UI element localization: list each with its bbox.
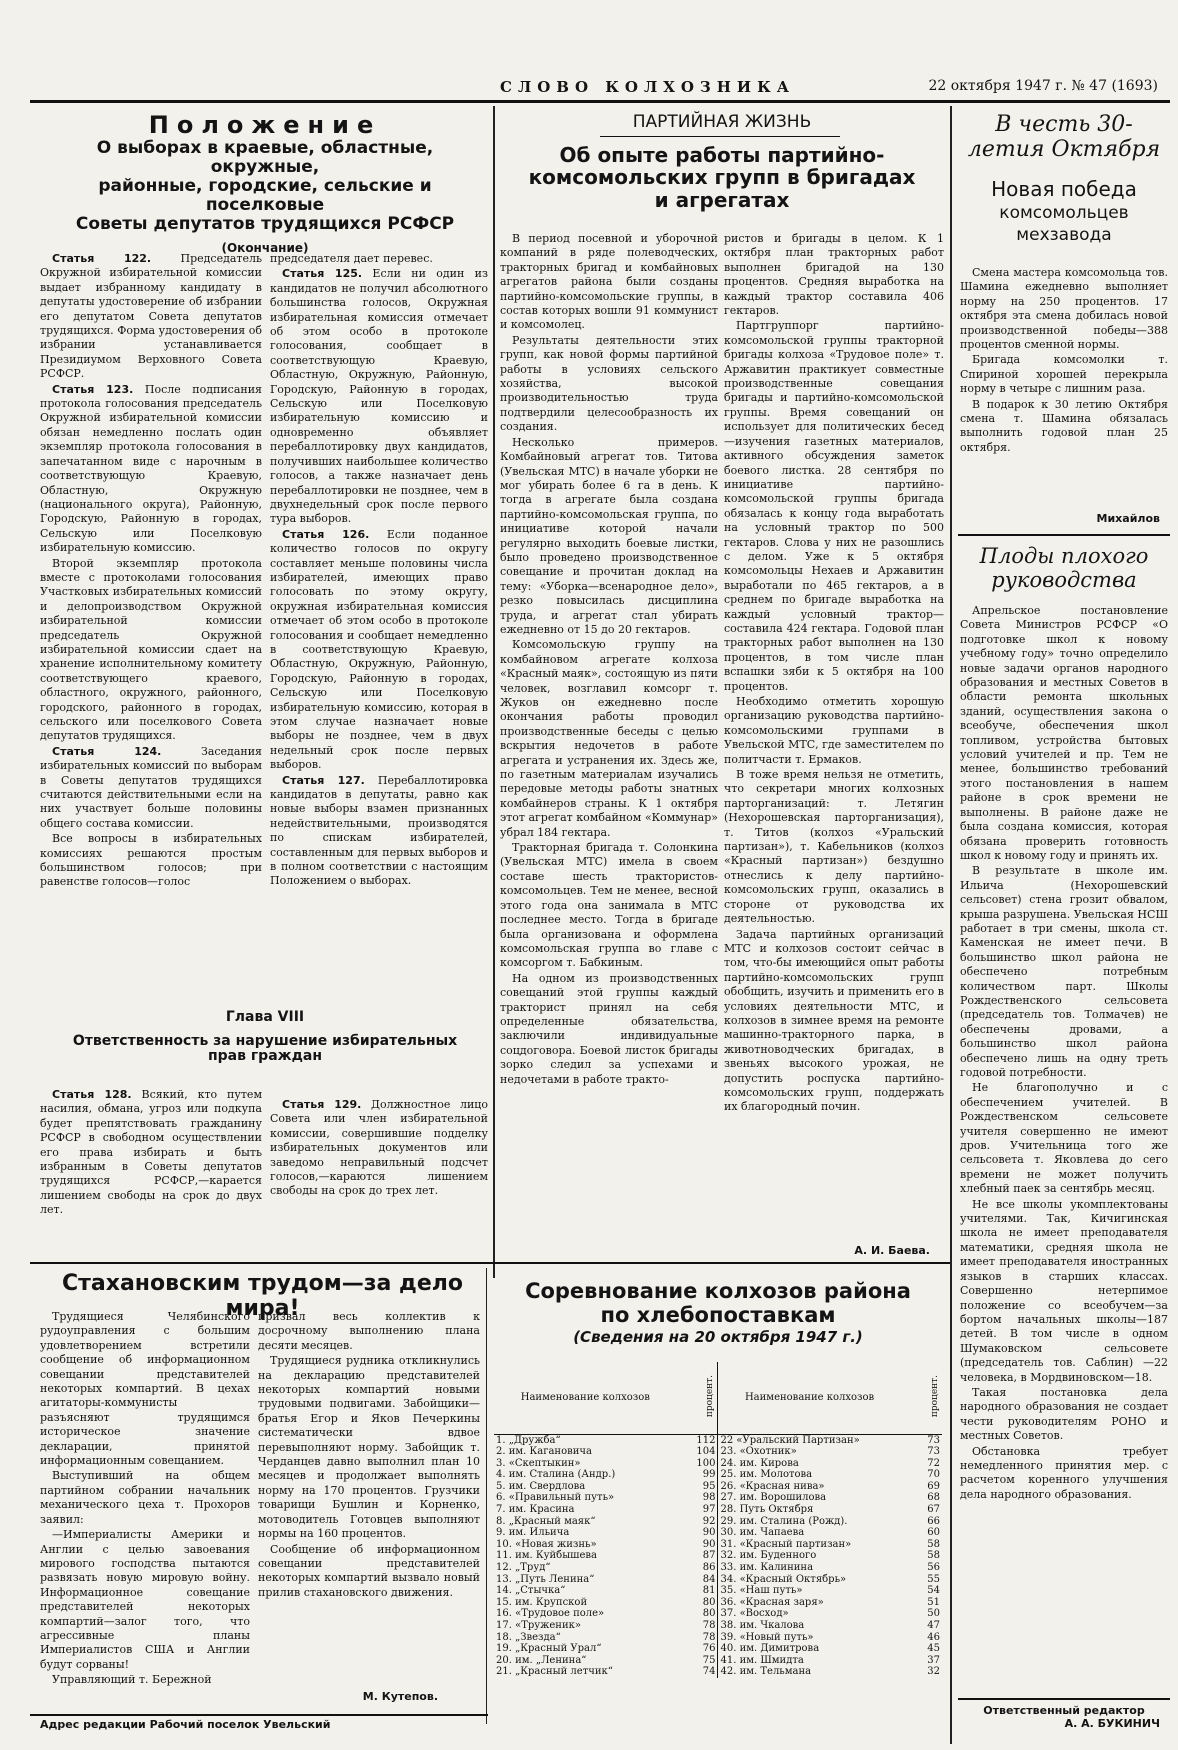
table-row — [494, 1481, 942, 1493]
kolkhoz-name: 35. «Наш путь» — [718, 1585, 901, 1597]
kolkhoz-percent: 80 — [702, 1596, 716, 1608]
kolkhoz-name: 9. им. Ильича — [496, 1527, 570, 1539]
masthead-rule — [30, 100, 1170, 103]
article-paragraph — [270, 528, 488, 773]
stakhanov-paragraph: Выступивший на общем партийном собрании начальник механического цеха т. Прохоров заявил: — [40, 1469, 250, 1526]
col-header-pct-label: процент. — [930, 1375, 940, 1418]
party-title-line: Об опыте работы партийно- — [559, 143, 885, 167]
kolkhoz-name: 17. «Труженик» — [496, 1620, 581, 1631]
article-text: Второй экземпляр протокола вместе с протоколами голосования Участковых избирательных комиссий и делопроизводством Окружной избирательной комиссии председатель Окружной избирательной комиссии сдает на хранение исполнительному комитету соответствующего краевого, областного, окружного, районного, городского, районного в городах, сельского или поселкового Совета депутатов трудящихся. — [40, 556, 262, 743]
article-paragraph — [40, 832, 262, 890]
kolkhoz-name: 7. им. Красина — [496, 1504, 575, 1516]
kolkhoz-name: 3. «Скептыкин» — [496, 1457, 581, 1469]
article-paragraph — [40, 383, 262, 556]
kolkhoz-name: 28. Путь Октября — [718, 1504, 901, 1516]
article-label: Статья 122. — [52, 252, 152, 265]
kolkhoz-name: 31. «Красный партизан» — [718, 1539, 901, 1551]
table-row — [494, 1655, 942, 1667]
table-row — [494, 1539, 942, 1551]
table-row — [494, 1504, 942, 1516]
regulation-title-line: районные, городские, сельские и поселковые — [98, 175, 432, 215]
kolkhoz-percent: 46 — [927, 1631, 940, 1643]
article-text: председателя дает перевес. — [270, 252, 433, 265]
article-paragraph — [40, 557, 262, 744]
kolkhoz-name: 12. „Труд“ — [496, 1562, 551, 1574]
kolkhoz-percent: 67 — [927, 1504, 940, 1516]
regulation-subtitle: (Окончание) — [221, 241, 309, 256]
table-row — [494, 1643, 942, 1655]
stakhanov-paragraph: Трудящиеся рудника откликнулись на декларацию представителей некоторых компартий новыми трудовыми подвигами. Забойщики—братья Егор и Яков Печеркины систематически вдвое перевыполняют норму. Забойщик т. Черданцев давно выполнил план 10 месяцев и продолжает выполнять норму на 170 процентов. Грузчики товарищи Бушлин и Корненко, мотоводитель Готовцев выполняют нормы на 160 процентов. — [258, 1354, 480, 1541]
regulation-title-line: Советы депутатов трудящихся РСФСР — [75, 214, 455, 234]
school-paragraph: Такая постановка дела народного образования не создает чести руководителям РОНО и местных Советов. — [960, 1385, 1168, 1443]
party-title-line: комсомольских групп в бригадах — [528, 165, 916, 190]
kolkhoz-name: 29. им. Сталина (Рожд). — [718, 1516, 901, 1528]
kolkhoz-name: 33. им. Калинина — [718, 1562, 901, 1574]
stakhanov-paragraph: призвал весь коллектив к досрочному выполнению плана десяти месяцев. — [258, 1310, 480, 1352]
party-rubric: ПАРТИЙНАЯ ЖИЗНЬ — [632, 112, 812, 132]
party-paragraph: В тоже время нельзя не отметить, что секретари многих колхозных парторганизаций: т. Летягин (Нехорошевская парторганизация), т. Титов (колхоз «Уральский партизан»), т. Кабельников (колхоз «Красный партизан») бездушно отнеслись к делу партийно-комсомольских групп, оказались в стороне от руководства их деятельностью. — [724, 768, 944, 926]
article-paragraph — [40, 252, 262, 382]
stakhanov-right-column — [258, 1310, 480, 1680]
column-divider — [493, 106, 495, 1278]
table-row — [494, 1632, 942, 1644]
kolkhoz-name: 26. «Красная нива» — [718, 1481, 901, 1493]
kolkhoz-name: 13. „Путь Ленина“ — [496, 1573, 595, 1585]
victory-article — [960, 266, 1168, 506]
kolkhoz-percent: 68 — [927, 1492, 940, 1504]
party-paragraph: На одном из производственных совещаний этой группы каждый тракторист принял на себя определенные обязательства, заключили индивидуальные соцдоговора. Боевой листок бригады зорко следил за успехами и недочетами в работе тракто- — [500, 971, 718, 1086]
kolkhoz-name: 15. им. Крупской — [496, 1596, 588, 1608]
table-row — [494, 1458, 942, 1470]
kolkhoz-percent: 100 — [696, 1457, 716, 1469]
table-row — [494, 1550, 942, 1562]
kolkhoz-name: 1. „Дружба“ — [496, 1434, 561, 1446]
chapter-title-line: прав граждан — [207, 1048, 323, 1065]
stakhanov-paragraph: Трудящиеся Челябинского рудоуправления с большим удовлетворением встретили сообщение об информационном совещании представителей некоторых компартий. В цехах агитаторы-коммунисты разъясняют трудящимся историческое значение декларации, принятой информационным совещанием. — [40, 1310, 250, 1468]
kolkhoz-percent: 51 — [927, 1596, 940, 1608]
table-row — [494, 1585, 942, 1597]
stakhanov-signature: М. Кутепов. — [362, 1690, 438, 1703]
bad-leadership-article — [960, 604, 1168, 1684]
col-header-pct-label: процент. — [705, 1375, 716, 1418]
stakhanov-title: Стахановским трудом—за дело мира! — [62, 1271, 463, 1321]
article-text: Все вопросы в избирательных комиссиях решаются простым большинством голосов; при равенстве голосов—голос — [40, 832, 262, 889]
stakhanov-paragraph: —Империалисты Америки и Англии с целью завоевания мирового господства пытаются развязать новую мировую войну. Информационное совещание представителей некоторых компартий—залог того, что агрессивные планы Империалистов США и Англии будут сорваны! — [40, 1528, 250, 1671]
article-label: Статья 123. — [52, 382, 134, 396]
party-paragraph: ристов и бригады в целом. К 1 октября план тракторных работ выполнен бригадой на 130 процентов. Средняя выработка на каждый трактор составила 406 гектаров. — [724, 232, 944, 318]
kolkhoz-name: 30. им. Чапаева — [718, 1527, 901, 1539]
party-paragraph: Тракторная бригада т. Солонкина (Увельская МТС) имела в своем составе шесть трактористов-комсомольцев. Тем не менее, весной этого года она занимала в МТС последнее место. Тогда в бригаде была организована и оформлена комсомольская группа во главе с комсоргом т. Бабкиным. — [500, 841, 718, 970]
kolkhoz-percent: 112 — [696, 1434, 716, 1446]
table-row — [494, 1492, 942, 1504]
kolkhoz-percent: 97 — [702, 1504, 716, 1516]
kolkhoz-name: 37. «Восход» — [718, 1608, 901, 1620]
table-row — [494, 1446, 942, 1458]
party-paragraph: Комсомольскую группу на комбайновом агрегате колхоза «Красный маяк», состоящую из пяти человек, возглавил комсорг т. Жуков он ежедневно после окончания работы проводил производственные беседы с целью вскрытия недочетов в работе агрегата и устранения их. Здесь же, по газетным материалам изучались передовые методы работы знатных комбайнеров страны. К 1 октября этот агрегат комбайном «Коммунар» убрал 184 гектара. — [500, 638, 718, 839]
newspaper-title: СЛОВО КОЛХОЗНИКА — [500, 78, 795, 96]
school-paragraph: Не благополучно и с обеспечением учителей. В Рождественском сельсовете учителя совершенно не имеют дров. Учительница того же сельсовета т. Яковлева до сего времени не может получить хлебный паек за сентябрь месяц. — [960, 1081, 1168, 1196]
competition-title-line: по хлебопоставкам — [600, 1302, 836, 1327]
bottom-divider — [486, 1268, 487, 1724]
competition-table — [494, 1362, 942, 1678]
kolkhoz-percent: 69 — [927, 1480, 940, 1492]
competition-subtitle: (Сведения на 20 октября 1947 г.) — [573, 1328, 863, 1347]
bad-leadership-title-line: руководства — [991, 568, 1137, 593]
kolkhoz-name: 22 «Уральский Партизан» — [718, 1434, 901, 1446]
kolkhoz-name: 8. „Красный маяк“ — [496, 1515, 596, 1527]
party-right-column — [724, 232, 944, 1238]
article-text: Должностное лицо Совета или член избирательной комиссии, совершившие подделку избирательных документов или заведомо неправильный подсчет голосов,—караются лишением свободы на срок до трех лет. — [270, 1098, 488, 1198]
school-paragraph: Обстановка требует немедленного принятия мер. с расчетом коренного улучшения дела народного образования. — [960, 1444, 1168, 1501]
party-left-column — [500, 232, 718, 1258]
regulation-title — [40, 112, 490, 255]
party-paragraph: Задача партийных организаций МТС и колхозов состоит сейчас в том, что-бы имеющийся опыт работы партийно-комсомольских групп обобщить, изучить и применить его в условиях деятельности МТС, и колхозов в зимнее время на ремонте машинно-тракторного парка, в животноводческих бригадах, в звеньях высокого урожая, не допустить роспуска партийно-комсомольских групп, поддержать их благородный почин. — [724, 927, 944, 1114]
table-row — [494, 1666, 942, 1678]
col-header-name: Наименование колхозов — [718, 1362, 901, 1434]
kolkhoz-percent: 81 — [702, 1585, 716, 1597]
article-label: Статья 126. — [282, 527, 370, 541]
bad-leadership-title-line: Плоды плохого — [979, 544, 1149, 568]
victory-title-line: мехзавода — [1016, 225, 1112, 246]
col-header-pct — [677, 1362, 718, 1434]
kolkhoz-name: 23. «Охотник» — [718, 1446, 901, 1458]
party-article-title — [500, 144, 944, 211]
school-paragraph: В результате в школе им. Ильича (Нехорошевский сельсовет) стена грозит обвалом, крыша разрушена. Увельская НСШ работает в три смены, школа ст. Каменская не имеет печи. В большинство школ района не обеспечено потребным количеством парт. Школы Рождественского сельсовета (председатель тов. Толмачев) не обеспечены дровами, а большинство школ района обеспечено лишь на одну треть годовой потребности. — [960, 864, 1168, 1079]
stakhanov-paragraph: Сообщение об информационном совещании представителей некоторых компартий вызвало новый прилив стахановского движения. — [258, 1542, 480, 1599]
kolkhoz-percent: 84 — [702, 1573, 716, 1585]
article-paragraph — [270, 1098, 488, 1199]
kolkhoz-name: 18. „Звезда“ — [496, 1631, 561, 1643]
stakhanov-left-column — [40, 1310, 250, 1688]
kolkhoz-percent: 75 — [702, 1654, 716, 1666]
chapter-heading — [40, 1010, 490, 1065]
article-label: Статья 128. — [52, 1088, 132, 1101]
chapter-right-column — [270, 1098, 488, 1256]
kolkhoz-percent: 56 — [927, 1562, 940, 1574]
rubric-line: В честь 30- — [995, 112, 1133, 137]
article-paragraph — [270, 252, 488, 266]
article-label: Статья 124. — [52, 744, 162, 758]
kolkhoz-name: 16. «Трудовое поле» — [496, 1608, 605, 1620]
chapter-title-line: Ответственность за нарушение избирательных — [72, 1032, 458, 1049]
school-paragraph: Апрельское постановление Совета Министров РСФСР «О подготовке школ к новому учебному году» точно определило новые задачи органов народного образования и местных Советов в области ремонта школьных зданий, осуществления закона о всеобуче, обеспечения школ топливом, устройства бытовых условий учителей и пр. Тем не менее, большинство требований этого постановления в нашем районе в срок времени не выполнены. В районе даже не была создана комиссия, которая обязана проверить готовность школ к новому году и принять их. — [960, 604, 1168, 862]
kolkhoz-name: 11. им. Куйбышева — [496, 1550, 597, 1562]
competition-title-line: Соревнование колхозов района — [525, 1279, 911, 1303]
kolkhoz-percent: 86 — [702, 1562, 716, 1574]
article-text: Всякий, кто путем насилия, обмана, угроз или подкупа будет препятствовать гражданину РСФСР в свободном осуществлении его права избирать и быть избранным в Советы депутатов трудящихся РСФСР,—карается лишением свободы на срок до двух лет. — [40, 1088, 262, 1217]
kolkhoz-name: 19. „Красный Урал“ — [496, 1643, 602, 1655]
rubric-rule — [600, 136, 840, 137]
article-paragraph — [270, 774, 488, 889]
kolkhoz-name: 36. «Красная заря» — [718, 1597, 901, 1609]
kolkhoz-name: 40. им. Димитрова — [718, 1643, 901, 1655]
victory-signature: Михайлов — [1096, 512, 1160, 525]
kolkhoz-percent: 80 — [702, 1608, 716, 1620]
editor-box — [958, 1698, 1170, 1730]
table-row — [494, 1620, 942, 1632]
kolkhoz-percent: 70 — [927, 1469, 940, 1481]
article-text: Заседания избирательных комиссий по выборам в Советы депутатов трудящихся считаются действительными если на них участвует больше половины общего состава комиссии. — [40, 744, 262, 830]
article-paragraph — [270, 267, 488, 526]
competition-title — [492, 1280, 944, 1346]
kolkhoz-percent: 54 — [927, 1585, 940, 1597]
kolkhoz-name: 10. «Новая жизнь» — [496, 1538, 597, 1550]
col-header-name: Наименование колхозов — [494, 1362, 677, 1434]
table-row — [494, 1597, 942, 1609]
kolkhoz-percent: 47 — [927, 1620, 940, 1631]
kolkhoz-name: 4. им. Сталина (Андр.) — [496, 1469, 616, 1481]
issue-date: 22 октября 1947 г. № 47 (1693) — [928, 78, 1158, 94]
kolkhoz-name: 38. им. Чкалова — [718, 1620, 901, 1632]
article-paragraph — [40, 1088, 262, 1218]
section-rule — [30, 1262, 950, 1264]
party-paragraph: В период посевной и уборочной компаний в ряде полеводческих, тракторных бригад и комбайновых агрегатов района были созданы партийно-комсомольские группы, в состав которых вошли 91 коммунист и комсомолец. — [500, 232, 718, 332]
kolkhoz-percent: 78 — [702, 1631, 716, 1643]
chapter-number: Глава VIII — [225, 1009, 305, 1025]
article-text: Председатель Окружной избирательной комиссии выдает избранному кандидату в депутаты удостоверение об избрании его депутатом Совета депутатов трудящихся. Форма удостоверения об избрании устанавливается Президиумом Верховного Совета РСФСР. — [40, 252, 262, 381]
article-text: Если ни один из кандидатов не получил абсолютного большинства голосов, Окружная избирательная комиссия отмечает об этом особо в протоколе голосования, сообщает в соответствующую Краевую, Областную, Окружную, Районную, Городскую, Районную в городах, Сельскую или Поселковую избирательную комиссию и одновременно объявляет перебаллотировку двух кандидатов, получивших наибольшее количество голосов, а также назначает день перебаллотировки не позднее, чем в двухнедельный срок после первого тура выборов. — [270, 267, 488, 526]
kolkhoz-percent: 74 — [702, 1666, 716, 1678]
article-label: Статья 127. — [282, 773, 365, 787]
regulation-right-column — [270, 252, 488, 994]
kolkhoz-percent: 76 — [702, 1643, 716, 1655]
article-label: Статья 129. — [282, 1098, 362, 1111]
school-paragraph: Не все школы укомплектованы учителями. Так, Кичигинская школа не имеет преподавателя математики, средняя школа не имеет преподавателя иностранных языков в старших классах. Совершенно нетерпимое положение со всеобучем—за бортом начальных школы—187 детей. В том числе в одном Шумаковском сельсовете (председатель тов. Саблин) —22 человека, в Мордвиновском—18. — [960, 1197, 1168, 1384]
kolkhoz-percent: 37 — [927, 1654, 940, 1666]
section-rule — [958, 534, 1170, 536]
kolkhoz-percent: 50 — [927, 1608, 940, 1620]
article-text: Перебаллотировка кандидатов в депутаты, равно как новые выборы взамен признанных недействительными, производятся по спискам избирателей, составленным для первых выборов и в полном соответствии с настоящим Положением о выборах. — [270, 773, 488, 888]
article-text: Если поданное количество голосов по округу составляет меньше половины числа избирателей, имеющих право голосовать по этому округу, окружная избирательная комиссия отмечает об этом особо в протоколе голосования и сообщает немедленно в соответствующую Краевую, Областную, Окружную, Районную, Городскую, Районную в городах, Сельскую или Поселковую избирательную комиссию, которая в этом случае назначает новые выборы не позднее, чем в двух недельный срок после первых выборов. — [270, 527, 488, 772]
kolkhoz-percent: 90 — [702, 1538, 716, 1550]
victory-title-line: комсомольцев — [999, 203, 1129, 223]
editorial-address: Адрес редакции Рабочий поселок Увельский — [30, 1714, 488, 1733]
table-row — [494, 1527, 942, 1539]
article-label: Статья 125. — [282, 267, 363, 281]
kolkhoz-name: 21. „Красный летчик“ — [496, 1666, 613, 1678]
table-row — [494, 1562, 942, 1574]
bad-leadership-title — [958, 544, 1170, 592]
kolkhoz-percent: 55 — [927, 1573, 940, 1585]
kolkhoz-percent: 95 — [702, 1480, 716, 1492]
kolkhoz-name: 24. им. Кирова — [718, 1458, 901, 1470]
col-header-pct — [901, 1362, 942, 1434]
kolkhoz-percent: 60 — [927, 1527, 940, 1539]
regulation-left-column — [40, 252, 262, 994]
kolkhoz-percent: 72 — [927, 1457, 940, 1469]
competition-table-body — [494, 1434, 942, 1678]
party-title-line: и агрегатах — [654, 187, 790, 212]
regulation-title-line: Положение — [148, 111, 382, 139]
kolkhoz-name: 14. „Стычка“ — [496, 1585, 566, 1597]
table-header-row — [494, 1362, 942, 1434]
table-row — [494, 1434, 942, 1446]
chapter-left-column — [40, 1088, 262, 1256]
anniversary-rubric — [958, 112, 1170, 163]
article-paragraph — [40, 745, 262, 831]
article-text: После подписания протокола голосования председатель Окружной избирательной комиссии обязан немедленно послать один экземпляр протокола голосования в запечатанном виде с нарочным в соответствующую Краевую, Областную, Окружную (национального округа), Районную, Городскую, Районную в городах, Сельскую или Поселковую избирательную комиссию. — [40, 382, 262, 555]
kolkhoz-name: 20. им. „Ленина“ — [496, 1654, 587, 1666]
kolkhoz-percent: 32 — [927, 1666, 940, 1678]
stakhanov-paragraph: Управляющий т. Бережной — [52, 1673, 212, 1687]
rubric-line: летия Октября — [967, 137, 1161, 163]
kolkhoz-percent: 87 — [702, 1550, 716, 1562]
editor-label: Ответственный редактор — [983, 1704, 1145, 1717]
column-divider — [950, 106, 952, 1744]
kolkhoz-percent: 98 — [702, 1492, 716, 1504]
party-paragraph: Результаты деятельности этих групп, как новой формы партийной работы в условиях сельского хозяйства, высокой производительностью труда подтвердили целесообразность их создания. — [500, 333, 718, 434]
table-row — [494, 1516, 942, 1528]
kolkhoz-name: 34. «Красный Октябрь» — [718, 1574, 901, 1586]
kolkhoz-percent: 104 — [696, 1446, 716, 1458]
kolkhoz-percent: 58 — [927, 1538, 940, 1550]
kolkhoz-percent: 66 — [927, 1515, 940, 1527]
kolkhoz-name: 39. «Новый путь» — [718, 1632, 901, 1644]
kolkhoz-percent: 45 — [927, 1643, 940, 1655]
party-paragraph: Необходимо отметить хорошую организацию руководства партийно-комсомольскими группами в Увельской МТС, где заместителем по политчасти т. Ермаков. — [724, 695, 944, 766]
victory-paragraph: Бригада комсомолки т. Спириной хорошей перекрыла норму в четыре с лишним раза. — [960, 353, 1168, 396]
kolkhoz-percent: 73 — [927, 1434, 940, 1446]
kolkhoz-name: 2. им. Кагановича — [496, 1446, 592, 1458]
kolkhoz-percent: 58 — [927, 1550, 940, 1562]
party-paragraph: Несколько примеров. Комбайновый агрегат тов. Титова (Увельская МТС) в начале уборки не мог убирать более 6 га в день. К тогда в агрегате была создана партийно-комсомольская группа, по инициативе которой начали регулярно выходить боевые листки, было проведено производственное совещание и прочитан доклад на тему: «Уборка—всенародное дело», резко повысилась дисциплина труда, и агрегат стал убирать ежедневно от 15 до 20 гектаров. — [500, 435, 718, 636]
editor-name: А. А. БУКИНИЧ — [1064, 1717, 1160, 1730]
party-signature: А. И. Баева. — [854, 1244, 930, 1257]
kolkhoz-name: 25. им. Молотова — [718, 1469, 901, 1481]
kolkhoz-percent: 92 — [702, 1515, 716, 1527]
kolkhoz-percent: 99 — [702, 1469, 716, 1481]
victory-title-line: Новая победа — [991, 177, 1137, 201]
kolkhoz-percent: 73 — [927, 1446, 940, 1458]
kolkhoz-name: 6. «Правильный путь» — [496, 1492, 615, 1504]
victory-title — [958, 176, 1170, 246]
party-paragraph: Партгруппорг партийно-комсомольской группы тракторной бригады колхоза «Трудовое поле» т. Аржавитин практикует совместные производственные совещания бригады и партийно-комсомольской группы. Время совещаний он использует для политических бесед—изучения газетных материалов, активного обсуждения заметок боевого листка. 28 сентября по инициативе партийно-комсомольской группы бригада обязалась к концу года выработать на условный трактор по 500 гектаров. Слова у них не разошлись с делом. Уже к 5 октября комсомольцы Нехаев и Аржавитин выработали по 465 гектаров, а в среднем по бригаде выработка на каждый условный трактор—составила 424 гектара. Годовой план тракторных работ выполнен на 130 процентов, в том числе план вспашки зяби к 5 октября на 100 процентов. — [724, 319, 944, 693]
regulation-title-line: О выборах в краевые, областные, окружные, — [96, 137, 434, 177]
table-row — [494, 1608, 942, 1620]
table-row — [494, 1574, 942, 1586]
victory-paragraph: Смена мастера комсомольца тов. Шамина ежедневно выполняет норму на 250 процентов. 17 октября эта смена добилась новой производственной победы—388 процентов сменной нормы. — [960, 266, 1168, 352]
kolkhoz-percent: 78 — [702, 1620, 716, 1631]
kolkhoz-name: 5. им. Свердлова — [496, 1480, 586, 1492]
table-row — [494, 1469, 942, 1481]
kolkhoz-percent: 90 — [702, 1527, 716, 1539]
victory-paragraph: В подарок к 30 летию Октября смена т. Шамина обязалась выполнить годовой план 25 октября. — [960, 397, 1168, 454]
kolkhoz-name: 32. им. Буденного — [718, 1550, 901, 1562]
kolkhoz-name: 42. им. Тельмана — [718, 1666, 901, 1678]
kolkhoz-name: 41. им. Шмидта — [718, 1655, 901, 1667]
kolkhoz-name: 27. им. Ворошилова — [718, 1492, 901, 1504]
